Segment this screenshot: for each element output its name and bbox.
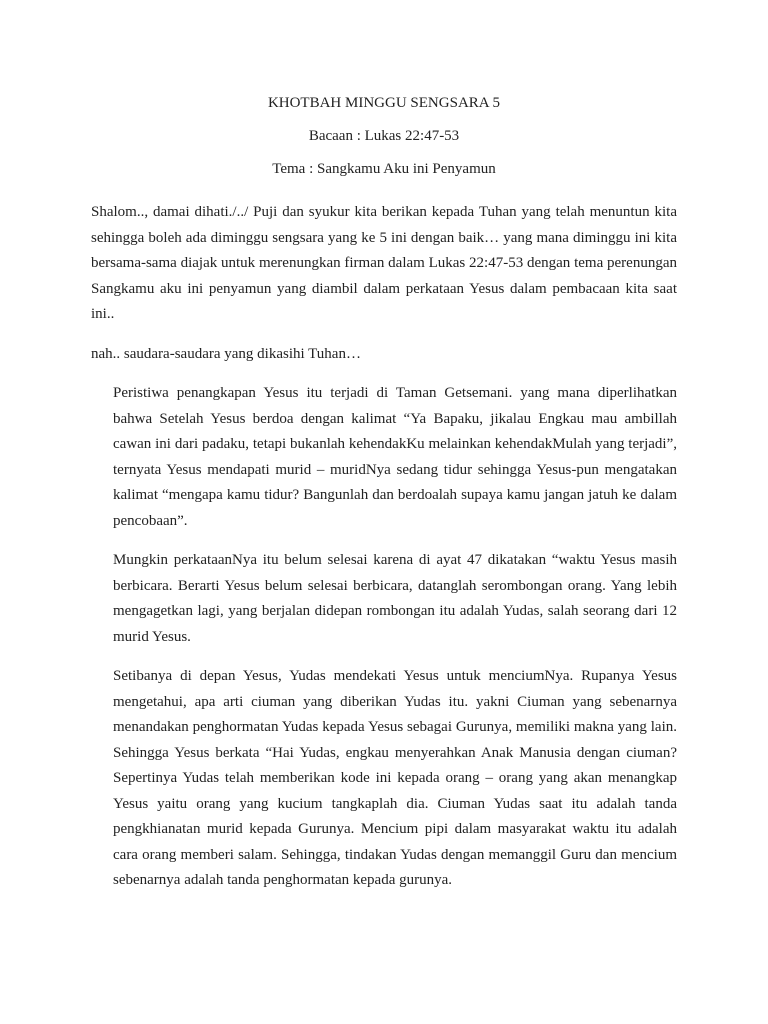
sermon-theme: Tema : Sangkamu Aku ini Penyamun — [272, 161, 496, 177]
greeting-paragraph: nah.. saudara-saudara yang dikasihi Tuhan… — [91, 345, 361, 362]
body-paragraph-crowd: Mungkin perkataanNya itu belum selesai karena di ayat 47 dikatakan “waktu Yesus masih berbicara. Berarti Yesus belum selesai berbicara, datanglah serombongan orang. Yang lebih mengagetkan lagi, yang berjalan didepan rombongan itu adalah Yudas, salah seorang dari 12 murid Yesus. — [113, 552, 677, 645]
document-title: KHOTBAH MINGGU SENGSARA 5 — [267, 95, 501, 111]
body-paragraph-kiss: Setibanya di depan Yesus, Yudas mendekati Yesus untuk menciumNya. Rupanya Yesus mengetahui, apa arti ciuman yang diberikan Yudas itu. yakni Ciuman yang sebenarnya menandakan penghormatan Yudas kepada Yesus sebagai Gurunya, memiliki makna yang lain. Sehingga Yesus berkata “Hai Yudas, engkau menyerahkan Anak Manusia dengan ciuman? Sepertinya Yudas telah memberikan kode ini kepada orang – orang yang akan menangkap Yesus yaitu orang yang kucium tangkaplah dia. Ciuman Yudas saat itu adalah tanda pengkhianatan murid kepada Gurunya. Mencium pipi dalam masyarakat waktu itu adalah cara orang memberi salam. Sehingga, tindakan Yudas dengan memanggil Guru dan mencium sebenarnya adalah tanda penghormatan kepada gurunya. — [113, 668, 677, 888]
opening-paragraph: Shalom.., damai dihati./../ Puji dan syukur kita berikan kepada Tuhan yang telah menuntun kita sehingga boleh ada diminggu sengsara yang ke 5 ini dengan baik… yang mana diminggu ini kita bersama-sama diajak untuk merenungkan firman dalam Lukas 22:47-53 dengan tema perenungan Sangkamu aku ini penyamun yang diambil dalam perkataan Yesus dalam pembacaan kita saat ini.. — [91, 204, 677, 322]
bible-reading: Bacaan : Lukas 22:47-53 — [308, 128, 460, 144]
body-paragraph-getsemani: Peristiwa penangkapan Yesus itu terjadi di Taman Getsemani. yang mana diperlihatkan bahwa Setelah Yesus berdoa dengan kalimat “Ya Bapaku, jikalau Engkau mau ambillah cawan ini dari padaku, tetapi bukanlah kehendakKu melainkan kehendakMulah yang terjadi”, ternyata Yesus mendapati murid – muridNya sedang tidur sehingga Yesus-pun mengatakan kalimat “mengapa kamu tidur? Bangunlah dan berdoalah supaya kamu jangan jatuh ke dalam pencobaan”. — [113, 385, 677, 529]
